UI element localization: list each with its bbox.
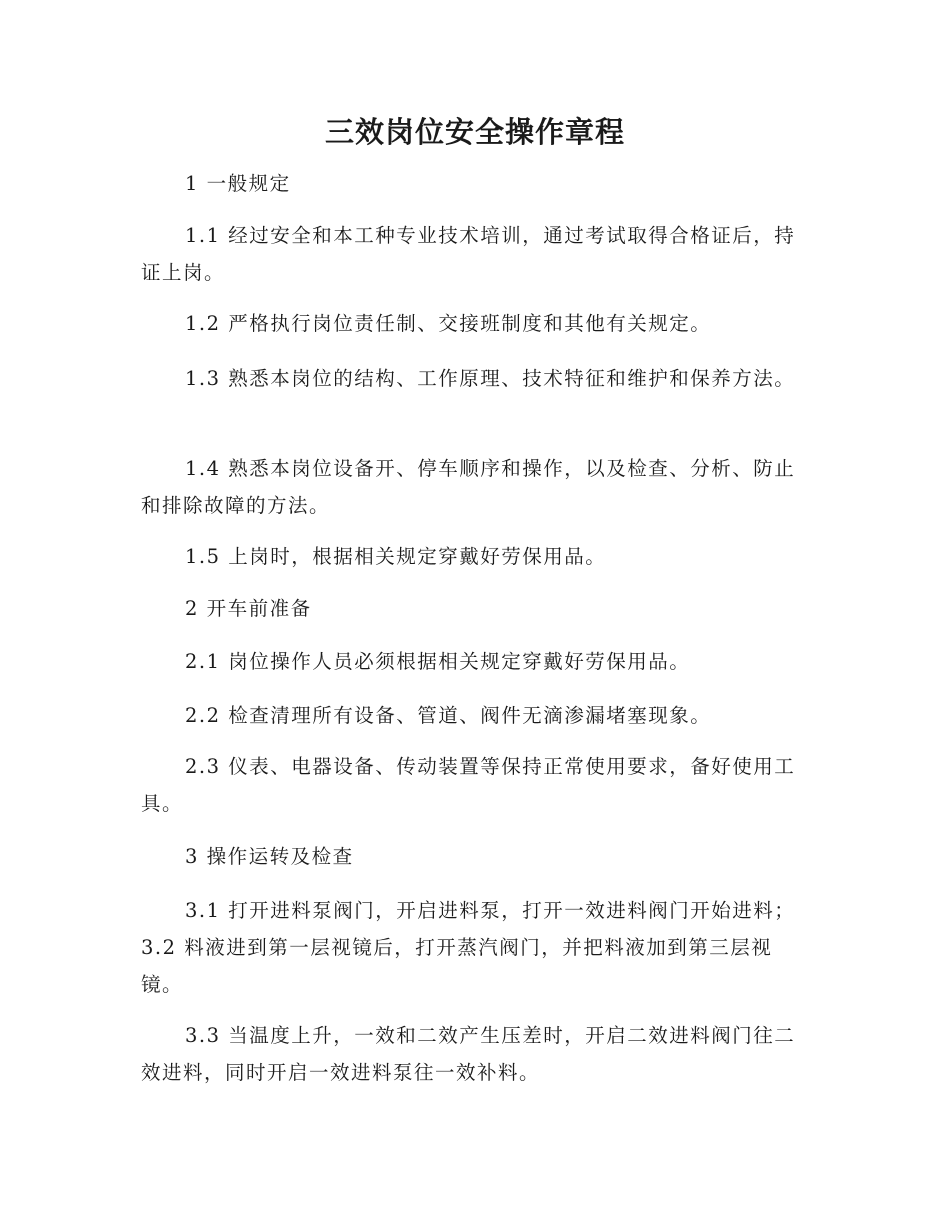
- section-heading: 3 操作运转及检查: [185, 845, 354, 868]
- paragraph: 3.3 当温度上升，一效和二效产生压差时，开启二效进料阀门往二效进料，同时开启一效进料泵往一效补料。: [141, 1024, 796, 1084]
- paragraph: 2.3 仪表、电器设备、传动装置等保持正常使用要求，备好使用工具。: [141, 755, 796, 815]
- paragraph: 1.4 熟悉本岗位设备开、停车顺序和操作，以及检查、分析、防止和排除故障的方法。: [141, 457, 796, 517]
- section-heading: 1 一般规定: [185, 172, 291, 195]
- paragraph: 1.3 熟悉本岗位的结构、工作原理、技术特征和维护和保养方法。: [185, 367, 796, 390]
- paragraph: 3.1 打开进料泵阀门，开启进料泵，打开一效进料阀门开始进料；3.2 料液进到第一层视镜后，打开蒸汽阀门，并把料液加到第三层视镜。: [141, 899, 796, 996]
- paragraph: 1.1 经过安全和本工种专业技术培训，通过考试取得合格证后，持证上岗。: [141, 224, 796, 284]
- section-heading: 2 开车前准备: [185, 597, 312, 620]
- paragraph: 1.5 上岗时，根据相关规定穿戴好劳保用品。: [185, 545, 607, 568]
- document-title: 三效岗位安全操作章程: [324, 115, 625, 149]
- paragraph: 1.2 严格执行岗位责任制、交接班制度和其他有关规定。: [185, 312, 712, 335]
- paragraph: 2.1 岗位操作人员必须根据相关规定穿戴好劳保用品。: [185, 650, 691, 673]
- paragraph: 2.2 检查清理所有设备、管道、阀件无滴渗漏堵塞现象。: [185, 704, 712, 727]
